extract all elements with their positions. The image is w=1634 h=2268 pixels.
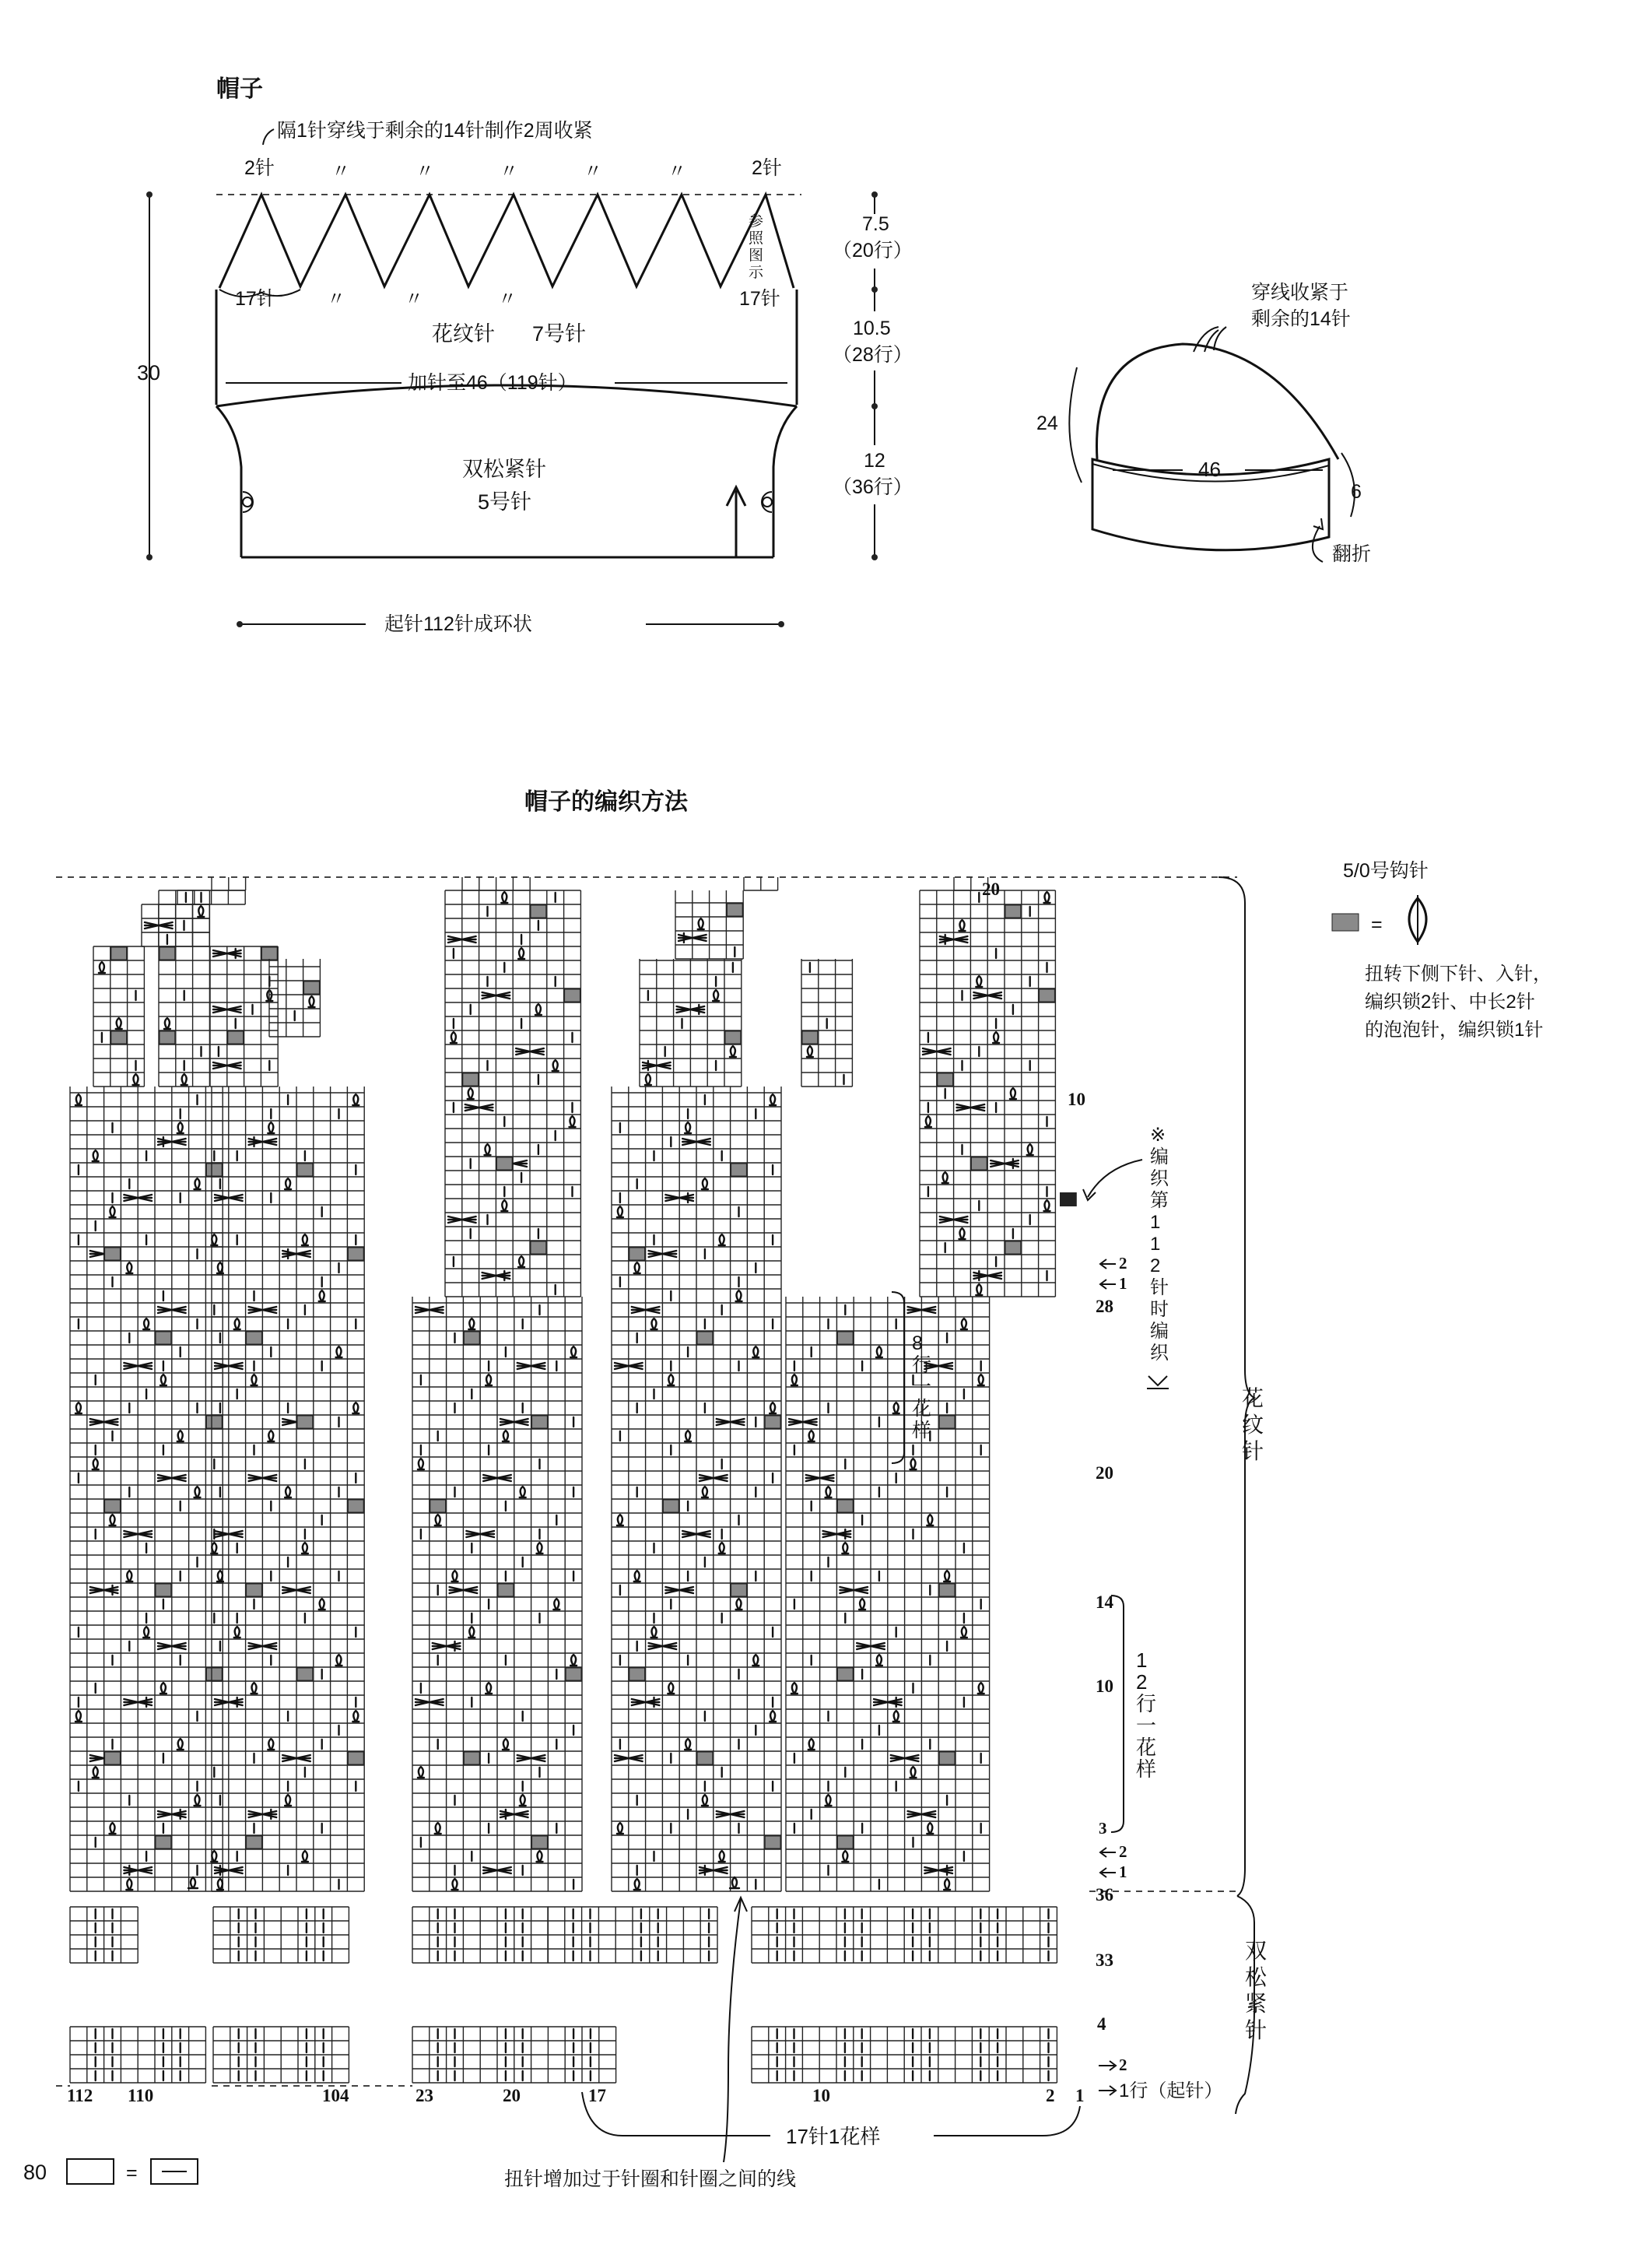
hat-brim: 6 — [1351, 481, 1362, 503]
section-pattern-text-chars: 花纹针 — [1242, 1386, 1264, 1463]
row-label-2c: 2 — [1119, 2056, 1127, 2074]
section-ribbing-brace — [1236, 1896, 1268, 2114]
col-label-10: 10 — [812, 2086, 830, 2105]
refer-chart-note — [749, 212, 764, 281]
hat-height: 24 — [1036, 413, 1058, 434]
repeat-8-text-chars: 8 行一花样 — [912, 1332, 932, 1441]
ditto-mark: 〃 — [584, 161, 602, 182]
twist-increase-icon — [188, 1877, 198, 1888]
ditto-mark: 〃 — [327, 289, 345, 310]
left-17-stitch: 17针 — [235, 288, 276, 310]
hat-fold: 翻折 — [1332, 543, 1372, 565]
section-ribbing-text-chars: 双松紧针 — [1245, 1939, 1268, 2042]
hat-circumference: 46 — [1198, 458, 1221, 481]
row-label-4: 4 — [1097, 2014, 1106, 2034]
row-label-1b: 1 — [1119, 1862, 1127, 1881]
hat-fold-arrowhead — [1313, 518, 1323, 529]
crochet-desc-1: 扭转下侧下针、入针， — [1365, 964, 1552, 985]
dim-pattern-value: 10.5 — [853, 318, 891, 339]
crochet-legend — [1332, 860, 1552, 1041]
stitch-112-mark — [1060, 1192, 1077, 1206]
cast-on-note: 起针112针成环状 — [384, 613, 532, 635]
row-label-14: 14 — [1096, 1592, 1113, 1612]
col-label-112: 112 — [67, 2086, 93, 2105]
bobble-swatch — [1332, 914, 1359, 931]
hat-height-arc — [1069, 367, 1082, 483]
section-ribbing-text — [1245, 1939, 1268, 2042]
pattern-label: 花纹针 — [432, 322, 495, 346]
ditto-marks — [327, 161, 686, 310]
col-label-110: 110 — [128, 2086, 154, 2105]
dim-crown-rows: （20行） — [833, 240, 913, 262]
increase-note: 加针至46（119针） — [408, 372, 577, 394]
dim-ribbing-value: 12 — [864, 450, 885, 472]
col-label-2: 2 — [1046, 2086, 1055, 2105]
row-label-36: 36 — [1096, 1885, 1113, 1905]
knitting-chart-grid — [56, 877, 1237, 2086]
ditto-mark: 〃 — [668, 161, 686, 182]
gather-note: 隔1针穿线于剩余的14针制作2周收紧 — [277, 120, 593, 142]
repeat-8-text — [912, 1332, 931, 1441]
repeat-12-text-chars: 1 2 行一花样 — [1136, 1648, 1157, 1781]
dim-pattern-rows: （28行） — [833, 344, 913, 366]
repeat-cols: 17针1花样 — [786, 2125, 881, 2148]
ribbing-left-edge — [216, 406, 241, 557]
col-label-1: 1 — [1075, 2086, 1085, 2105]
total-height: 30 — [137, 361, 161, 384]
ditto-mark: 〃 — [500, 161, 518, 182]
row-label-2a: 2 — [1119, 1254, 1127, 1273]
round-marker-left — [243, 492, 253, 512]
row-labels — [982, 879, 1222, 2101]
crochet-desc-2: 编织锁2针、中长2针 — [1365, 992, 1535, 1013]
col-label-20: 20 — [503, 2086, 521, 2105]
note-112-pointer — [1088, 1160, 1142, 1197]
ditto-mark: 〃 — [331, 161, 350, 182]
row-label-28: 28 — [1096, 1297, 1113, 1316]
ribbing-label: 双松紧针 — [462, 458, 546, 481]
note-112-symbol — [1147, 1376, 1169, 1389]
hat-gather-note-1: 穿线收紧于 — [1251, 282, 1349, 304]
twist-note: 扭针增加过于针圈和针圈之间的线 — [504, 2168, 797, 2190]
ditto-mark: 〃 — [498, 289, 517, 310]
round-marker-right — [762, 492, 772, 512]
column-labels — [67, 2086, 1085, 2105]
ditto-mark: 〃 — [405, 289, 423, 310]
row-label-20: 20 — [1096, 1463, 1113, 1483]
hat-crown-outline — [1096, 344, 1338, 459]
crochet-equals: = — [1371, 914, 1383, 936]
legend-empty-box — [67, 2159, 114, 2184]
crochet-desc-3: 的泡泡针，编织锁1针 — [1365, 1020, 1544, 1041]
row-label-33: 33 — [1096, 1950, 1113, 1970]
row-label-10-top: 10 — [1068, 1090, 1085, 1109]
row-label-2b: 2 — [1119, 1842, 1127, 1861]
crown-zigzag — [219, 195, 794, 288]
gather-pointer — [263, 129, 274, 145]
repeat-12-rows — [1111, 1596, 1156, 1832]
row-label-10: 10 — [1096, 1676, 1113, 1696]
crochet-hook: 5/0号钩针 — [1343, 860, 1429, 882]
note-112-text-chars: ※编织第 1 1 2 针时编织 — [1150, 1125, 1169, 1364]
twist-increase-icon — [730, 1877, 739, 1888]
dim-ribbing-rows: （36行） — [833, 476, 913, 498]
hat-title: 帽子 — [216, 76, 263, 102]
hat-3d-view — [1036, 282, 1371, 565]
chart-title: 帽子的编织方法 — [524, 789, 688, 815]
section-pattern-text — [1242, 1386, 1264, 1463]
refer-chart-chars: 参照图示 — [749, 213, 764, 281]
col-label-104: 104 — [322, 2086, 349, 2105]
pattern-needle: 7号针 — [532, 322, 587, 346]
hat-gather-note-2: 剩余的14针 — [1251, 308, 1351, 330]
col-label-17: 17 — [588, 2086, 606, 2105]
page-number: 80 — [23, 2161, 47, 2184]
dim-crown-value: 7.5 — [862, 213, 889, 235]
section-pattern-brace — [1218, 877, 1264, 1896]
repeat-12-text — [1136, 1648, 1156, 1781]
note-112-text — [1150, 1125, 1169, 1364]
row-label-1a: 1 — [1119, 1274, 1127, 1293]
hat-schematic — [137, 76, 913, 635]
ribbing-needle: 5号针 — [478, 490, 532, 514]
ditto-mark: 〃 — [416, 161, 434, 182]
row-label-1c: 1行（起针） — [1119, 2080, 1223, 2101]
row-label-3: 3 — [1099, 1819, 1107, 1838]
top-left-stitch: 2针 — [244, 157, 275, 179]
right-17-stitch: 17针 — [739, 288, 780, 310]
twist-note-pointer — [724, 1899, 741, 2162]
col-label-23: 23 — [416, 2086, 433, 2105]
top-right-stitch: 2针 — [752, 157, 782, 179]
hat-fold-arrow — [1313, 526, 1323, 562]
ribbing-right-edge — [773, 406, 797, 557]
repeat-8-rows — [892, 1292, 931, 1463]
legend-equals: = — [126, 2162, 138, 2184]
row-label-20-top: 20 — [982, 879, 1000, 899]
